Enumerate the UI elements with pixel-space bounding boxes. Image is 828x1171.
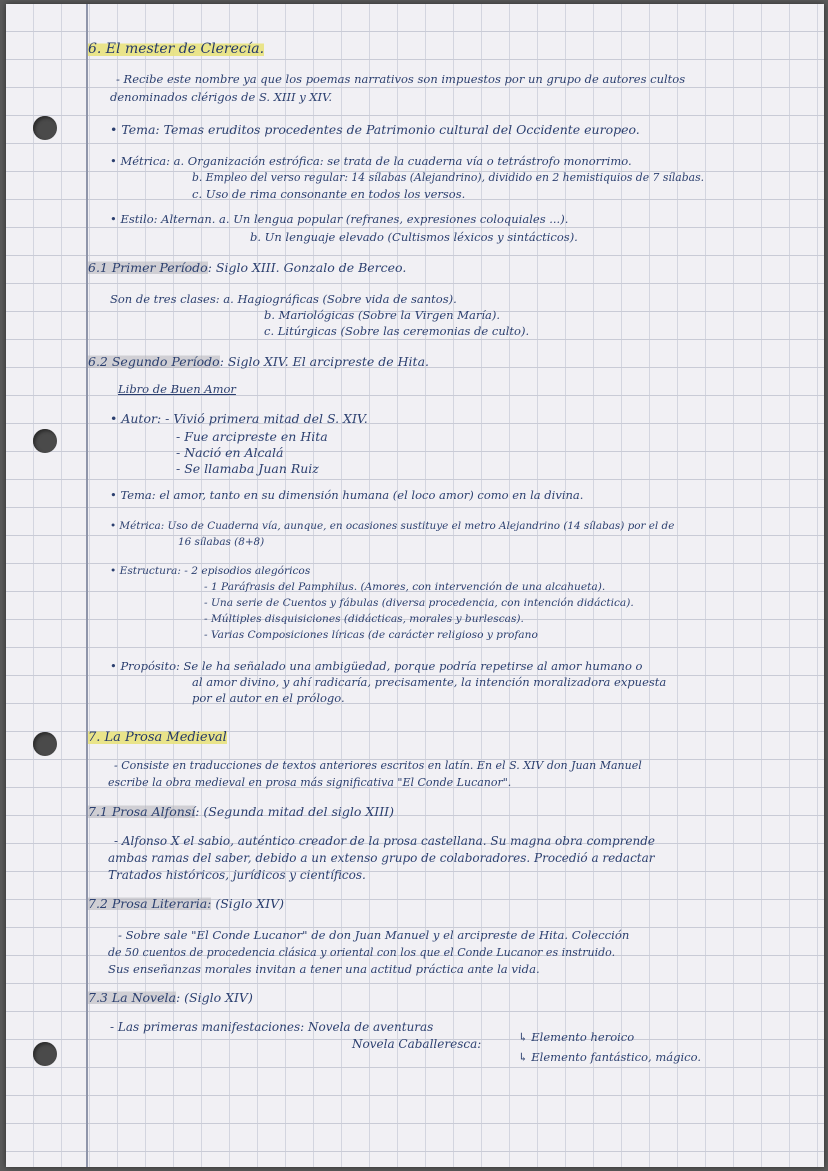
- s72-para-1: - Sobre sale "El Conde Lucanor" de don Juan Manuel y el arcipreste de Hita. Colección: [118, 928, 630, 942]
- section-71-rest: : (Segunda mitad del siglo XIII): [195, 804, 394, 819]
- s62-metrica-1: • Métrica: Uso de Cuaderna vía, aunque, en ocasiones sustituye el metro Alejandrino (14 sílabas) por el de: [110, 520, 675, 532]
- s73-line-3: ↳ Elemento heroico: [518, 1030, 635, 1044]
- notebook-page: [6, 4, 824, 1167]
- section-7-title: 7. La Prosa Medieval: [88, 730, 227, 745]
- section-61-rest: : Siglo XIII. Gonzalo de Berceo.: [207, 260, 407, 275]
- s7-para-1: - Consiste en traducciones de textos anteriores escritos en latín. En el S. XIV don Juan Manuel: [114, 759, 642, 772]
- section-73-rest: : (Siglo XIV): [175, 990, 253, 1005]
- s62-proposito-3: por el autor en el prólogo.: [192, 691, 345, 705]
- s71-para-2: ambas ramas del saber, debido a un extenso grupo de colaboradores. Procedió a redactar: [108, 851, 655, 865]
- section-61-title: 6.1 Primer Período: [88, 260, 208, 275]
- section-62-heading: [88, 354, 429, 369]
- s6-metrica-c: c. Uso de rima consonante en todos los versos.: [192, 187, 466, 201]
- section-6-title: 6. El mester de Clerecía.: [88, 41, 265, 57]
- s73-line-4: ↳ Elemento fantástico, mágico.: [518, 1050, 701, 1064]
- s6-tema: • Tema: Temas eruditos procedentes de Patrimonio cultural del Occidente europeo.: [110, 122, 640, 137]
- s62-autor-1: • Autor: - Vivió primera mitad del S. XIV.: [110, 411, 368, 426]
- s71-para-3: Tratados históricos, jurídicos y científicos.: [108, 868, 366, 882]
- s73-line-1: - Las primeras manifestaciones: Novela de aventuras: [110, 1020, 434, 1034]
- section-62-title: 6.2 Segundo Período: [88, 354, 220, 369]
- s6-intro-line2: denominados clérigos de S. XIII y XIV.: [110, 90, 333, 104]
- section-72-rest: (Siglo XIV): [211, 896, 285, 911]
- s72-para-2: de 50 cuentos de procedencia clásica y oriental con los que el Conde Lucanor es instruido.: [108, 946, 616, 959]
- s6-intro-line1: - Recibe este nombre ya que los poemas narrativos son impuestos por un grupo de autores cultos: [116, 72, 686, 86]
- s61-clases-b: b. Mariológicas (Sobre la Virgen María).: [264, 308, 501, 322]
- s62-estructura-1: • Estructura: - 2 episodios alegóricos: [110, 565, 311, 577]
- s6-metrica-a: • Métrica: a. Organización estrófica: se trata de la cuaderna vía o tetrástrofo monorrimo.: [110, 154, 632, 168]
- section-61-heading: [88, 260, 406, 275]
- s62-autor-3: - Nació en Alcalá: [176, 445, 284, 460]
- s62-tema: • Tema: el amor, tanto en su dimensión humana (el loco amor) como en la divina.: [110, 488, 584, 502]
- s7-para-2: escribe la obra medieval en prosa más significativa "El Conde Lucanor".: [108, 776, 512, 789]
- s62-proposito-2: al amor divino, y ahí radicaría, precisamente, la intención moralizadora expuesta: [192, 675, 667, 689]
- section-73-heading: [88, 990, 253, 1005]
- binder-hole: [33, 429, 57, 453]
- section-72-title: 7.2 Prosa Literaria:: [88, 896, 212, 911]
- s61-clases-a: Son de tres clases: a. Hagiográficas (Sobre vida de santos).: [110, 292, 457, 306]
- s6-metrica-b: b. Empleo del verso regular: 14 sílabas (Alejandrino), dividido en 2 hemistiquios de 7 sílabas.: [192, 171, 705, 184]
- binder-hole: [33, 1042, 57, 1066]
- s62-estructura-4: - Múltiples disquisiciones (didácticas, morales y burlescas).: [204, 613, 524, 625]
- s73-line-2: Novela Caballeresca:: [352, 1037, 482, 1051]
- s71-para-1: - Alfonso X el sabio, auténtico creador de la prosa castellana. Su magna obra comprende: [114, 834, 656, 848]
- section-62-rest: : Siglo XIV. El arcipreste de Hita.: [219, 354, 429, 369]
- s6-estilo-a: • Estilo: Alternan. a. Un lengua popular (refranes, expresiones coloquiales ...).: [110, 212, 569, 226]
- binder-hole: [33, 732, 57, 756]
- s72-para-3: Sus enseñanzas morales invitan a tener una actitud práctica ante la vida.: [108, 962, 540, 976]
- s62-estructura-5: - Varias Composiciones líricas (de carácter religioso y profano: [204, 629, 538, 641]
- binder-hole: [33, 116, 57, 140]
- section-71-title: 7.1 Prosa Alfonsí: [88, 804, 196, 819]
- s62-libro-title: Libro de Buen Amor: [118, 382, 236, 396]
- s61-clases-c: c. Litúrgicas (Sobre las ceremonias de culto).: [264, 324, 530, 338]
- s6-estilo-b: b. Un lenguaje elevado (Cultismos léxicos y sintácticos).: [250, 230, 578, 244]
- s62-estructura-3: - Una serie de Cuentos y fábulas (diversa procedencia, con intención didáctica).: [204, 597, 634, 609]
- s62-estructura-2: - 1 Paráfrasis del Pamphilus. (Amores, con intervención de una alcahueta).: [204, 581, 606, 593]
- s62-autor-4: - Se llamaba Juan Ruiz: [176, 461, 319, 476]
- s62-metrica-2: 16 sílabas (8+8): [178, 536, 265, 548]
- s62-proposito-1: • Propósito: Se le ha señalado una ambigüedad, porque podría repetirse al amor humano o: [110, 659, 643, 673]
- section-71-heading: [88, 804, 394, 819]
- section-73-title: 7.3 La Novela: [88, 990, 176, 1005]
- s62-autor-2: - Fue arcipreste en Hita: [176, 429, 328, 444]
- section-72-heading: [88, 896, 284, 911]
